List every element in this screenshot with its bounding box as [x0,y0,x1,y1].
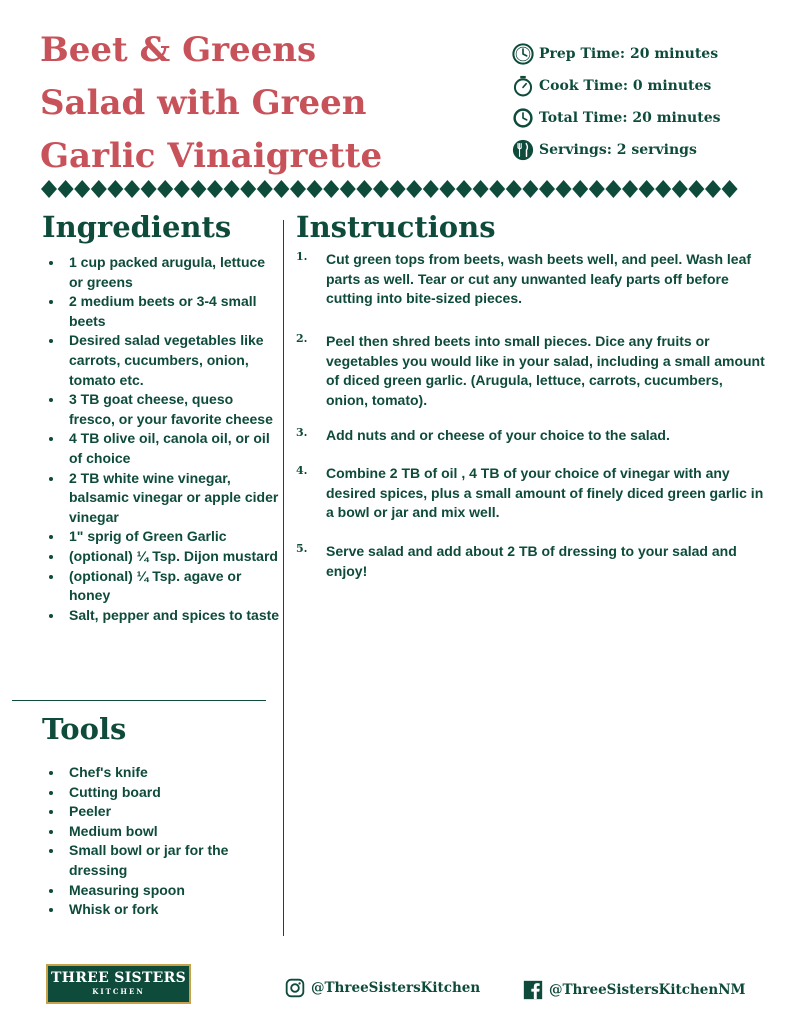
recipe-meta [512,38,720,166]
diamond-shape [423,180,439,198]
tools-item: • Small bowl or jar for the dressing [64,841,282,880]
diamond-shape [390,180,406,198]
clock-icon [512,107,534,129]
diamond-shape [672,180,688,198]
column-divider [283,220,284,936]
diamond-shape [224,180,240,198]
clock-icon [512,43,534,65]
cook-time-text: Cook Time: 0 minutes [539,78,712,94]
diamond-shape [406,180,422,198]
diamond-shape [240,180,256,198]
step-number: 3. [296,426,308,439]
diamond-shape [456,180,472,198]
diamond-shape [58,180,74,198]
diamond-shape [639,180,655,198]
diamond-shape [124,180,140,198]
diamond-shape [572,180,588,198]
diamond-divider [40,180,746,198]
step-text: Serve salad and add about 2 TB of dressing to your salad and enjoy! [326,543,737,579]
prep-time [512,38,720,70]
title-line-2: Salad with Green [40,83,367,123]
diamond-shape [622,180,638,198]
step-number: 5. [296,542,308,555]
diamond-shape [107,180,123,198]
servings-text: Servings: 2 servings [539,142,697,158]
instagram-handle[interactable] [285,978,480,998]
servings [512,134,720,166]
cook-time [512,70,720,102]
instagram-icon [285,978,305,998]
recipe-title [40,24,420,183]
diamond-shape [74,180,90,198]
tools-list [42,763,282,920]
step-number: 2. [296,332,308,345]
tools-item: • Measuring spoon [64,881,282,901]
diamond-shape [41,180,57,198]
logo-line-2: KITCHEN [92,987,145,996]
diamond-shape [307,180,323,198]
diamond-shape [506,180,522,198]
ingredients-heading: Ingredients [42,210,232,244]
diamond-shape [323,180,339,198]
ingredients-item: • 3 TB goat cheese, queso fresco, or your favorite cheese [64,390,282,429]
ingredients-item: • (optional) ¼ Tsp. agave or honey [64,567,282,606]
diamond-shape [290,180,306,198]
ingredients-item: • 4 TB olive oil, canola oil, or oil of choice [64,429,282,468]
diamond-shape [522,180,538,198]
step-text: Cut green tops from beets, wash beets well, and peel. Wash leaf parts as well. Tear or cut any unwanted leafy parts off before cutting into bite-sized pieces. [326,251,752,307]
diamond-shape [473,180,489,198]
facebook-handle[interactable] [523,980,746,1000]
diamond-shape [157,180,173,198]
stopwatch-icon [512,75,534,97]
diamond-shape [373,180,389,198]
diamond-shape [91,180,107,198]
diamond-shape [340,180,356,198]
diamond-shape [705,180,721,198]
three-sisters-logo [46,964,191,1004]
ingredients-item: • (optional) ¼ Tsp. Dijon mustard [64,547,282,567]
total-time [512,102,720,134]
prep-time-text: Prep Time: 20 minutes [539,46,719,62]
diamond-shape [190,180,206,198]
ingredients-item: • 2 medium beets or 3-4 small beets [64,292,282,331]
ingredients-item: • 2 TB white wine vinegar, balsamic vinegar or apple cider vinegar [64,469,282,528]
total-time-text: Total Time: 20 minutes [539,110,721,126]
section-divider [12,700,266,701]
diamond-shape [141,180,157,198]
step-text: Add nuts and or cheese of your choice to the salad. [326,427,670,443]
diamond-shape [556,180,572,198]
logo-line-1: THREE SISTERS [51,970,186,986]
diamond-shape [489,180,505,198]
tools-item: • Chef's knife [64,763,282,783]
diamond-shape [722,180,738,198]
ingredients-item: • 1 cup packed arugula, lettuce or greens [64,253,282,292]
instructions-heading: Instructions [296,210,496,244]
tools-item: • Cutting board [64,783,282,803]
facebook-icon [523,980,543,1000]
tools-item: • Medium bowl [64,822,282,842]
tools-item: • Whisk or fork [64,900,282,920]
tools-heading: Tools [42,712,127,746]
step-number: 4. [296,464,308,477]
instagram-text: @ThreeSistersKitchen [311,980,481,996]
diamond-shape [273,180,289,198]
tools-item: • Peeler [64,802,282,822]
facebook-text: @ThreeSistersKitchenNM [549,982,746,998]
diamond-shape [207,180,223,198]
step-number: 1. [296,250,308,263]
fork-knife-icon [512,139,534,161]
diamond-shape [439,180,455,198]
ingredients-item: • 1" sprig of Green Garlic [64,527,282,547]
diamond-shape [257,180,273,198]
step-text: Combine 2 TB of oil , 4 TB of your choice of vinegar with any desired spices, plus a small amount of finely diced green garlic in a bowl or jar and mix well. [326,465,764,521]
diamond-shape [605,180,621,198]
title-line-1: Beet & Greens [40,30,317,70]
diamond-shape [688,180,704,198]
diamond-shape [356,180,372,198]
ingredients-item: • Desired salad vegetables like carrots, cucumbers, onion, tomato etc. [64,331,282,390]
diamond-shape [655,180,671,198]
title-line-3: Garlic Vinaigrette [40,136,383,176]
diamond-shape [539,180,555,198]
diamond-shape [174,180,190,198]
diamond-shape [589,180,605,198]
ingredients-item: • Salt, pepper and spices to taste [64,606,282,626]
step-text: Peel then shred beets into small pieces. Dice any fruits or vegetables you would like in your salad, including a small amount of diced green garlic. (Arugula, lettuce, carrots, cucumbers, onion, tomato). [326,333,765,408]
ingredients-list [42,253,282,625]
